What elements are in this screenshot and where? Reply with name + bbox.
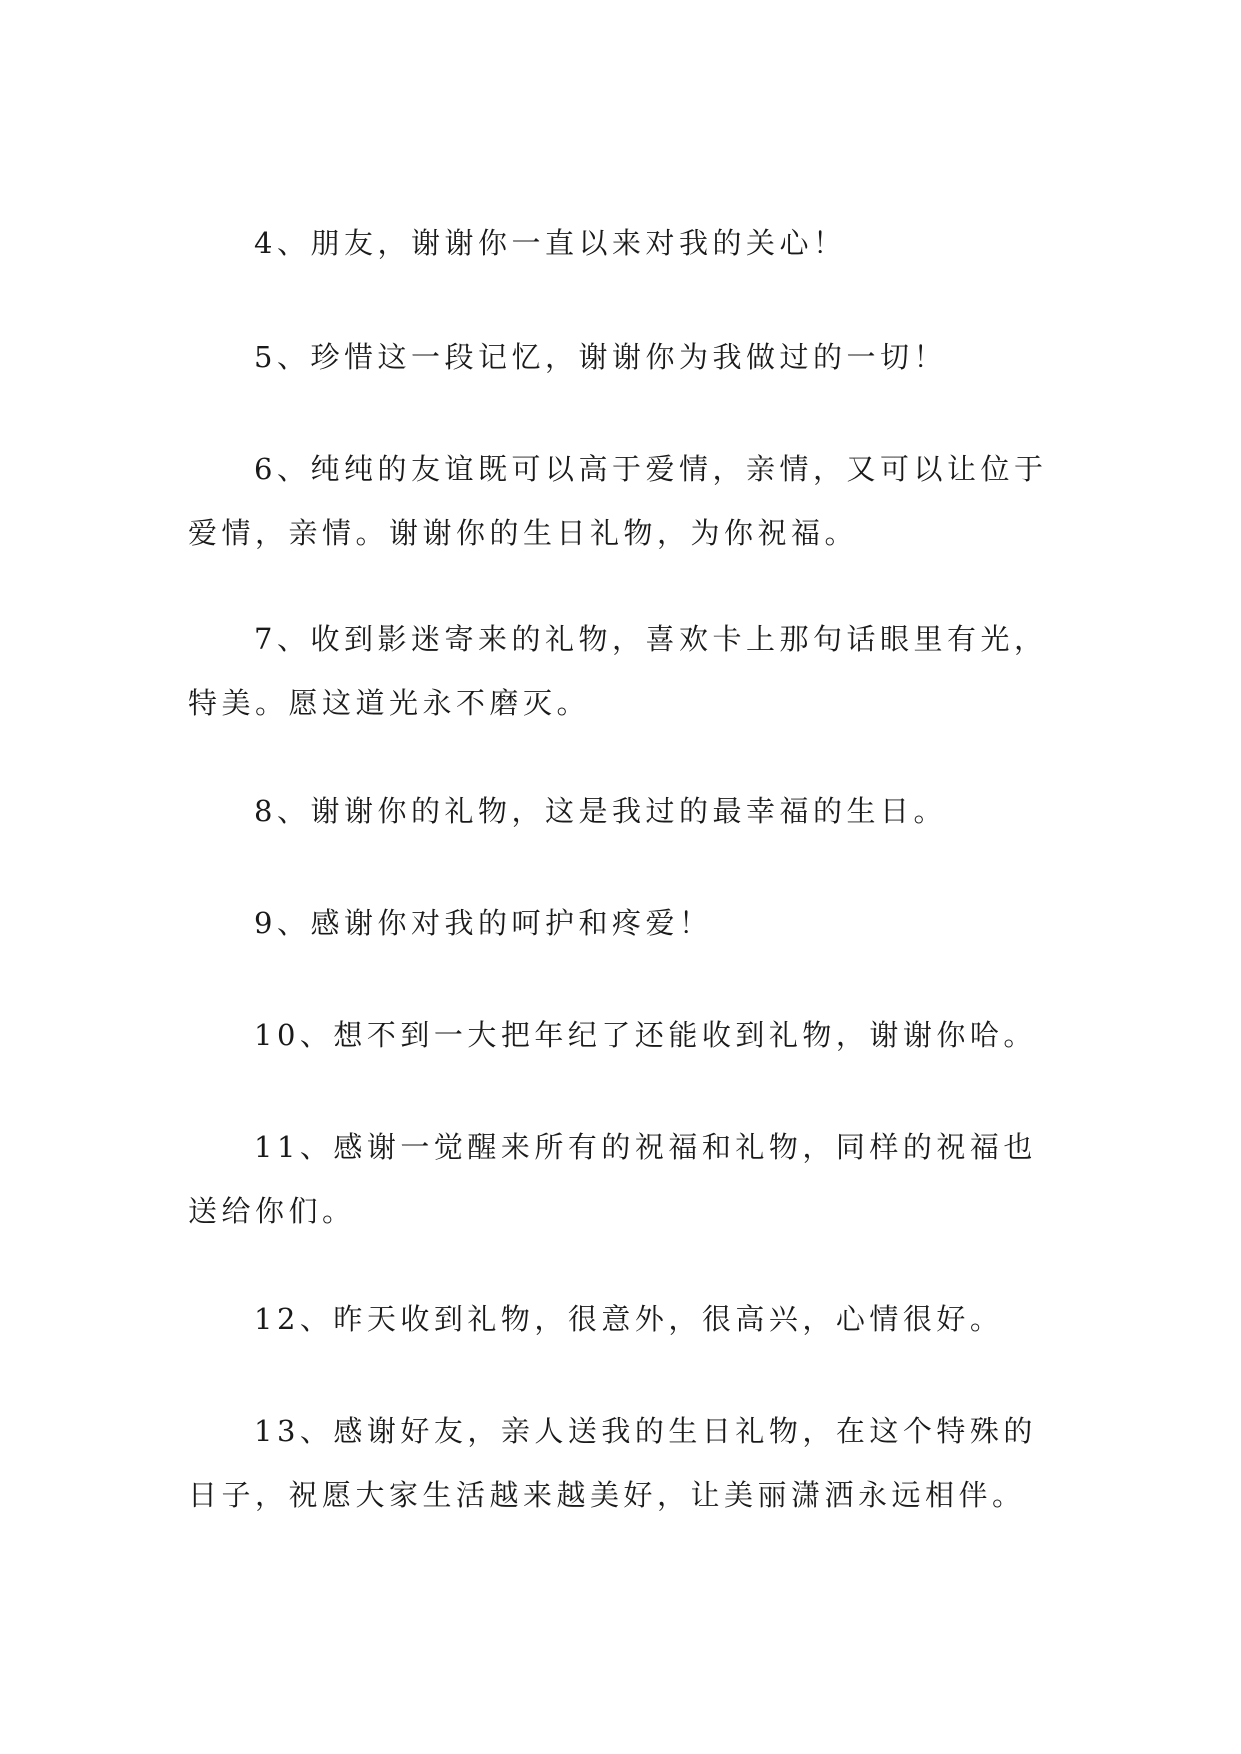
paragraph-6: 6、纯纯的友谊既可以高于爱情，亲情，又可以让位于爱情，亲情。谢谢你的生日礼物，为你祝福。 <box>188 452 1048 550</box>
paragraph-7: 7、收到影迷寄来的礼物，喜欢卡上那句话眼里有光，特美。愿这道光永不磨灭。 <box>188 622 1048 720</box>
paragraph-11: 11、感谢一觉醒来所有的祝福和礼物，同样的祝福也送给你们。 <box>188 1130 1037 1228</box>
paragraph-12: 12、昨天收到礼物，很意外，很高兴，心情很好。 <box>254 1302 1004 1336</box>
paragraph-5: 5、珍惜这一段记忆，谢谢你为我做过的一切！ <box>254 340 947 374</box>
paragraph-9: 9、感谢你对我的呵护和疼爱！ <box>254 906 713 940</box>
paragraph-10: 10、想不到一大把年纪了还能收到礼物，谢谢你哈。 <box>254 1018 1037 1052</box>
paragraph-13: 13、感谢好友，亲人送我的生日礼物，在这个特殊的日子，祝愿大家生活越来越美好，让美丽潇洒永远相伴。 <box>188 1414 1037 1512</box>
paragraph-4: 4、朋友，谢谢你一直以来对我的关心！ <box>254 226 847 260</box>
paragraph-8: 8、谢谢你的礼物，这是我过的最幸福的生日。 <box>254 794 947 828</box>
